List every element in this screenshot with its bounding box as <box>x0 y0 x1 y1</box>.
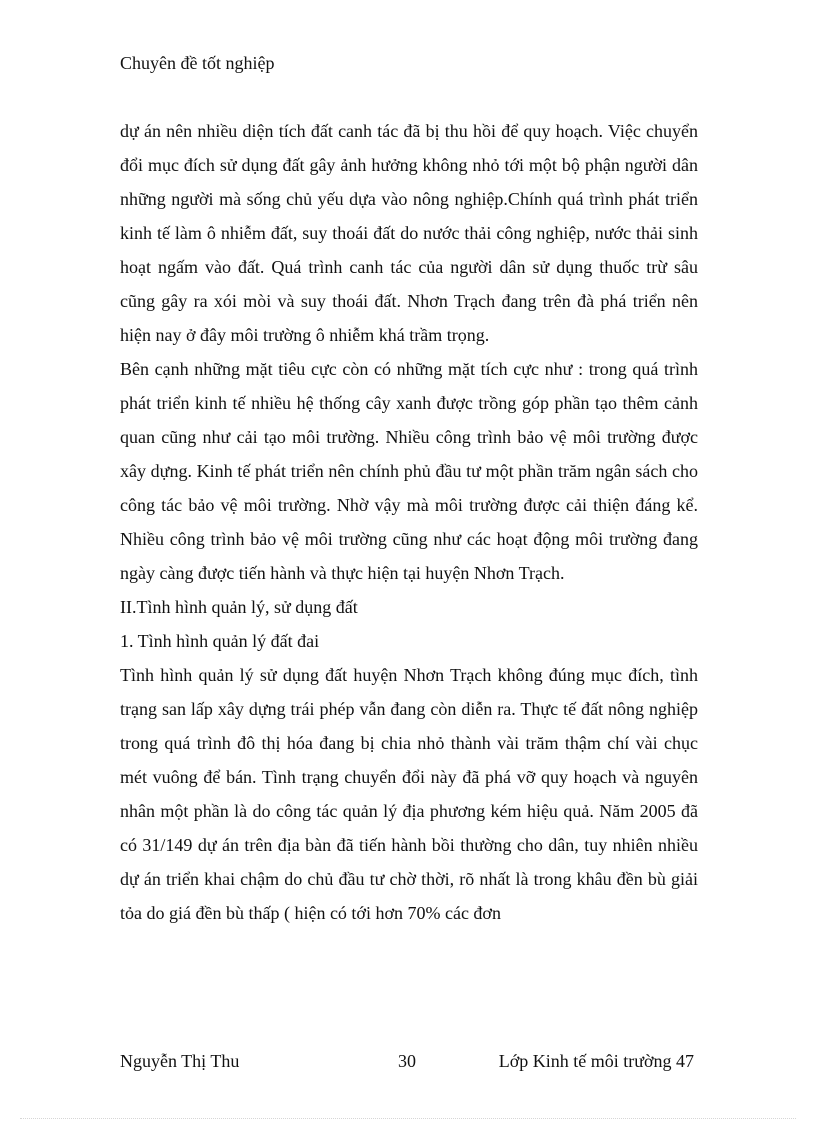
page-body <box>120 114 698 930</box>
paragraph-positive-aspects: Bên cạnh những mặt tiêu cực còn có những mặt tích cực như : trong quá trình phát triển kinh tế nhiều hệ thống cây xanh được trồng góp phần tạo thêm cảnh quan cũng như cải tạo môi trường. Nhiều công trình bảo vệ môi trường được xây dựng. Kinh tế phát triển nên chính phủ đầu tư một phần trăm ngân sách cho công tác bảo vệ môi trường. Nhờ vậy mà môi trường được cải thiện đáng kể. Nhiều công trình bảo vệ môi trường cũng như các hoạt động môi trường đang ngày càng được tiến hành và thực hiện tại huyện Nhơn Trạch. <box>120 359 698 583</box>
section-heading: II.Tình hình quản lý, sử dụng đất <box>120 597 358 617</box>
page-bottom-divider <box>20 1118 796 1119</box>
page-header <box>120 50 274 76</box>
page-footer <box>120 1047 694 1075</box>
footer-author: Nguyễn Thị Thu <box>120 1051 240 1071</box>
footer-class: Lớp Kinh tế môi trường 47 <box>498 1051 694 1071</box>
paragraph-land-management: Tình hình quản lý sử dụng đất huyện Nhơn Trạch không đúng mục đích, tình trạng san lấp xây dựng trái phép vẫn đang còn diễn ra. Thực tế đất nông nghiệp trong quá trình đô thị hóa đang bị chia nhỏ thành vài trăm thậm chí vài chục mét vuông để bán. Tình trạng chuyển đổi này đã phá vỡ quy hoạch và nguyên nhân một phần là do công tác quản lý địa phương kém hiệu quả. Năm 2005 đã có 31/149 dự án trên địa bàn đã tiến hành bồi thường cho dân, tuy nhiên nhiều dự án triển khai chậm do chủ đầu tư chờ thời, rõ nhất là trong khâu đền bù giải tỏa do giá đền bù thấp ( hiện có tới hơn 70% các đơn <box>120 665 698 923</box>
subsection-heading: 1. Tình hình quản lý đất đai <box>120 631 320 651</box>
paragraph-environment-pollution: dự án nên nhiều diện tích đất canh tác đã bị thu hồi để quy hoạch. Việc chuyển đổi mục đích sử dụng đất gây ảnh hưởng không nhỏ tới một bộ phận người dân những người mà sống chủ yếu dựa vào nông nghiệp.Chính quá trình phát triển kinh tế làm ô nhiễm đất, suy thoái đất do nước thải công nghiệp, nước thải sinh hoạt ngấm vào đất. Quá trình canh tác của người dân sử dụng thuốc trừ sâu cũng gây ra xói mòi và suy thoái đất. Nhơn Trạch đang trên đà phá triển nên hiện nay ở đây môi trường ô nhiễm khá trầm trọng. <box>120 121 698 345</box>
page-number: 30 <box>398 1051 416 1071</box>
header-title: Chuyên đề tốt nghiệp <box>120 53 275 73</box>
